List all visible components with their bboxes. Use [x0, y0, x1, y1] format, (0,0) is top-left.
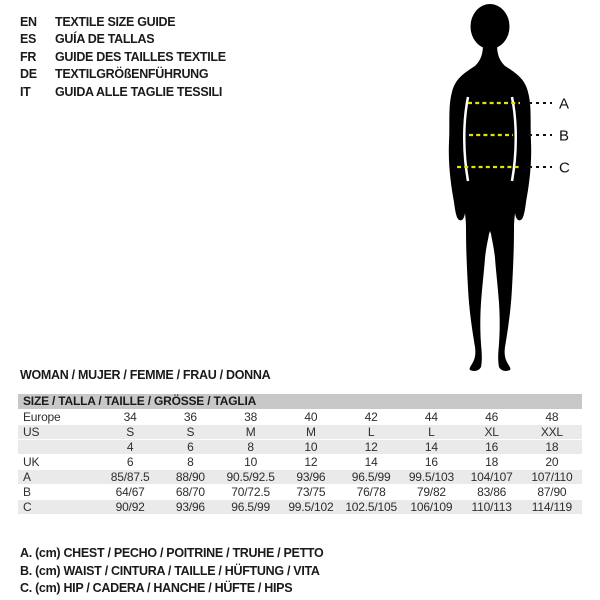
table-cell: M	[245, 425, 256, 439]
table-cell: 70/72.5	[231, 485, 270, 499]
marker-c-label: C	[559, 159, 570, 177]
table-cell: 8	[247, 440, 254, 454]
table-cell: 90/92	[115, 500, 145, 514]
table-row-chest	[18, 470, 582, 484]
language-row-de	[20, 66, 226, 84]
row-label: UK	[23, 455, 40, 469]
table-cell: 68/70	[175, 485, 205, 499]
table-cell: 36	[183, 410, 197, 424]
table-cell: 12	[304, 455, 318, 469]
table-cell: 18	[545, 440, 559, 454]
language-code: EN	[20, 14, 37, 29]
row-label: Europe	[23, 410, 61, 424]
language-title: GUIDA ALLE TAGLIE TESSILI	[55, 84, 223, 99]
table-cell: 64/67	[115, 485, 145, 499]
table-cell: 12	[364, 440, 378, 454]
table-cell: 38	[244, 410, 258, 424]
silhouette-body	[449, 44, 531, 371]
table-cell: 110/113	[471, 500, 512, 514]
table-cell: 8	[187, 455, 194, 469]
row-label: B	[23, 485, 31, 499]
language-code: IT	[20, 84, 31, 99]
table-cell: 104/107	[470, 470, 513, 484]
table-cell: 114/119	[531, 500, 572, 514]
table-cell: 40	[304, 410, 318, 424]
table-row-hip	[18, 500, 582, 514]
table-cell: 88/90	[175, 470, 205, 484]
silhouette-head	[471, 4, 510, 49]
language-row-es	[20, 31, 226, 49]
table-cell: 16	[485, 440, 499, 454]
legend-line-hip: C. (cm) HIP / CADERA / HANCHE / HÜFTE / HIPS	[20, 581, 293, 595]
language-row-it	[20, 83, 226, 101]
table-cell: 106/109	[410, 500, 453, 514]
woman-silhouette-figure	[390, 0, 600, 380]
language-code: DE	[20, 67, 37, 82]
size-table	[18, 394, 582, 515]
table-cell: 83/86	[477, 485, 507, 499]
table-cell: 10	[244, 455, 258, 469]
legend-line-waist: B. (cm) WAIST / CINTURA / TAILLE / HÜFTUNG / VITA	[20, 563, 320, 578]
table-cell: 73/75	[296, 485, 326, 499]
table-cell: 93/96	[175, 500, 205, 514]
table-cell: 96.5/99	[231, 500, 270, 514]
table-cell: XXL	[540, 425, 563, 439]
language-code: ES	[20, 32, 37, 47]
row-label: C	[23, 500, 32, 514]
table-cell: 18	[485, 455, 499, 469]
table-cell: 96.5/99	[351, 470, 391, 484]
section-title: WOMAN / MUJER / FEMME / FRAU / DONNA	[20, 368, 271, 382]
table-cell: 6	[126, 455, 134, 469]
table-cell: 99.5/103	[408, 470, 454, 484]
table-cell: 79/82	[416, 485, 446, 499]
table-cell: 46	[485, 410, 499, 424]
table-cell: 10	[304, 440, 318, 454]
language-row-fr	[20, 48, 226, 66]
table-cell: 14	[364, 455, 378, 469]
table-cell: XL	[484, 425, 499, 439]
language-title: TEXTILGRÖßENFÜHRUNG	[55, 67, 209, 82]
language-title: GUIDE DES TAILLES TEXTILE	[55, 49, 226, 64]
table-cell: 99.5/102	[288, 500, 334, 514]
language-title: TEXTILE SIZE GUIDE	[55, 14, 176, 29]
language-row-en	[20, 13, 226, 31]
table-cell: 44	[424, 410, 438, 424]
table-cell: 6	[187, 440, 194, 454]
row-label: A	[23, 470, 31, 484]
table-cell: 16	[424, 455, 438, 469]
language-title: GUÍA DE TALLAS	[55, 32, 155, 47]
table-cell: 14	[424, 440, 438, 454]
language-list	[20, 13, 226, 101]
table-row-us-numbers	[18, 440, 582, 454]
table-cell: 90.5/92.5	[226, 470, 275, 484]
language-code: FR	[20, 49, 37, 64]
table-cell: 93/96	[296, 470, 326, 484]
marker-a-label: A	[559, 95, 570, 113]
table-cell: 85/87.5	[110, 470, 150, 484]
measure-legend	[20, 545, 323, 598]
size-table-header: SIZE / TALLA / TAILLE / GRÖSSE / TAGLIA	[18, 394, 582, 409]
table-cell: L	[367, 425, 375, 439]
table-row-uk	[18, 455, 582, 469]
table-cell: S	[186, 425, 195, 439]
legend-line-chest: A. (cm) CHEST / PECHO / POITRINE / TRUHE / PETTO	[20, 546, 324, 560]
table-cell: S	[126, 425, 135, 439]
table-cell: L	[428, 425, 435, 439]
table-cell: 34	[123, 410, 137, 424]
table-cell: 87/90	[537, 485, 567, 499]
table-cell: 42	[364, 410, 378, 424]
table-cell: 107/110	[531, 470, 573, 484]
table-cell: 48	[545, 410, 559, 424]
row-label	[18, 440, 100, 454]
row-label: US	[23, 425, 40, 439]
table-cell: 76/78	[356, 485, 386, 499]
table-row-waist	[18, 485, 582, 499]
table-cell: M	[305, 425, 316, 439]
table-cell: 20	[545, 455, 559, 469]
table-row-us-letters	[18, 425, 582, 439]
marker-b-label: B	[559, 127, 570, 145]
table-row-europe	[18, 410, 582, 424]
table-cell: 4	[126, 440, 134, 454]
table-cell: 102.5/105	[345, 500, 397, 514]
